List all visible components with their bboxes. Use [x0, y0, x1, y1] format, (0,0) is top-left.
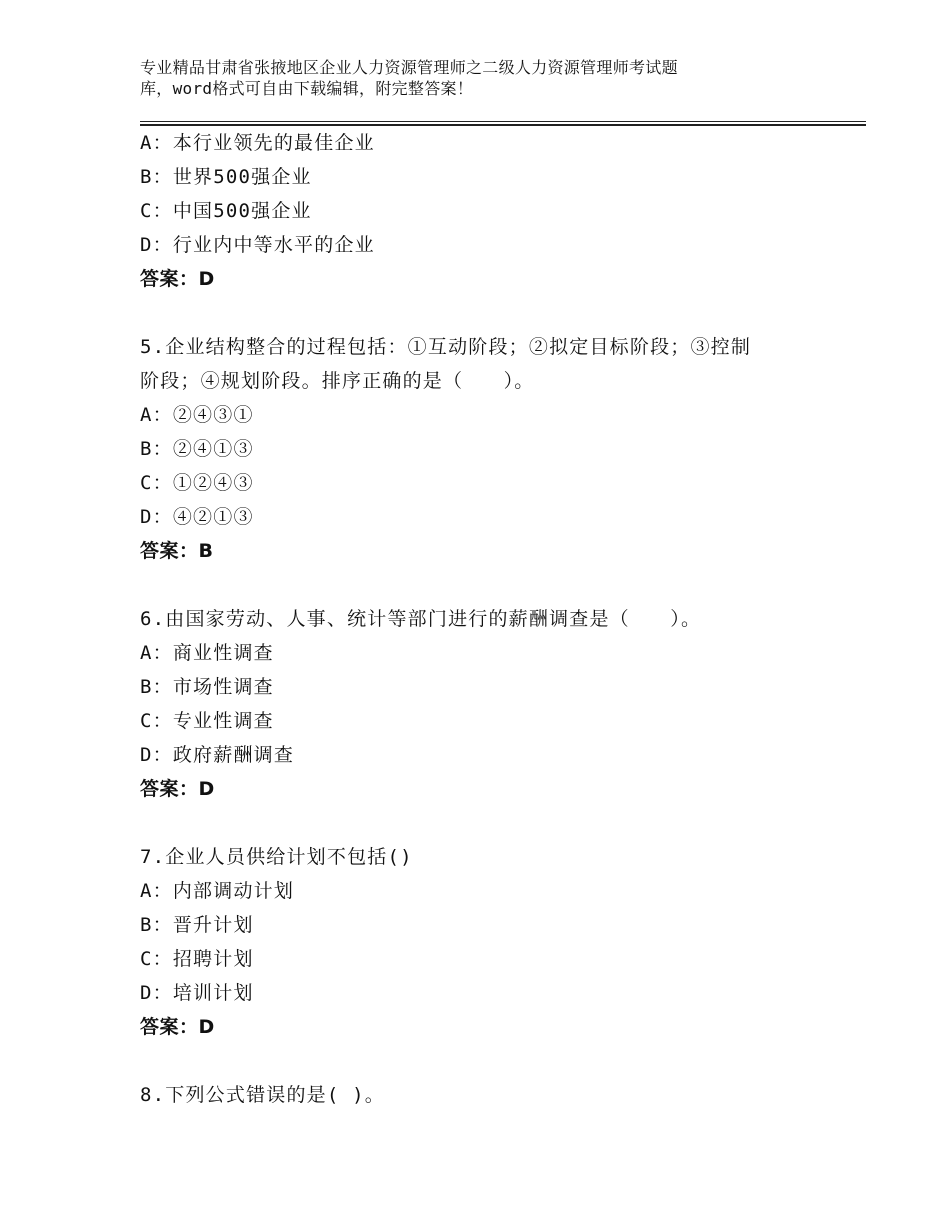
q5-stem-line-2: 阶段；④规划阶段。排序正确的是（ ）。 [140, 370, 535, 392]
q6-answer: 答案：D [140, 778, 215, 800]
q5-option-d: D：④②①③ [140, 506, 254, 528]
q6-option-d: D：政府薪酬调查 [140, 744, 295, 766]
q7-option-a: A：内部调动计划 [140, 880, 295, 902]
q4-option-c: C：中国500强企业 [140, 200, 312, 222]
question-list [140, 128, 860, 1114]
q7-option-c: C：招聘计划 [140, 948, 254, 970]
q4-option-b: B：世界500强企业 [140, 166, 312, 188]
q7-option-b: B：晋升计划 [140, 914, 254, 936]
spacer [140, 298, 860, 332]
q6-stem: 6.由国家劳动、人事、统计等部门进行的薪酬调查是（ ）。 [140, 608, 702, 630]
q6-option-c: C：专业性调查 [140, 710, 274, 732]
spacer [140, 808, 860, 842]
spacer [140, 1046, 860, 1080]
q5-option-a: A：②④③① [140, 404, 254, 426]
document-header [140, 57, 800, 99]
q5-option-c: C：①②④③ [140, 472, 254, 494]
q4-answer: 答案：D [140, 268, 215, 290]
q7-stem: 7.企业人员供给计划不包括() [140, 846, 413, 868]
q5-stem-line-1: 5.企业结构整合的过程包括：①互动阶段；②拟定目标阶段；③控制 [140, 336, 752, 358]
header-divider-thick [140, 124, 866, 126]
q7-answer: 答案：D [140, 1016, 215, 1038]
q4-option-a: A：本行业领先的最佳企业 [140, 132, 375, 154]
header-title-line-1: 专业精品甘肃省张掖地区企业人力资源管理师之二级人力资源管理师考试题 [140, 58, 678, 77]
q6-option-a: A：商业性调查 [140, 642, 274, 664]
header-title-line-2: 库，word格式可自由下载编辑，附完整答案！ [140, 79, 474, 98]
q4-option-d: D：行业内中等水平的企业 [140, 234, 375, 256]
header-divider-thin [140, 121, 866, 122]
q5-option-b: B：②④①③ [140, 438, 254, 460]
q6-option-b: B：市场性调查 [140, 676, 274, 698]
q8-stem: 8.下列公式错误的是( )。 [140, 1084, 385, 1106]
q5-answer: 答案：B [140, 540, 214, 562]
q7-option-d: D：培训计划 [140, 982, 254, 1004]
spacer [140, 570, 860, 604]
